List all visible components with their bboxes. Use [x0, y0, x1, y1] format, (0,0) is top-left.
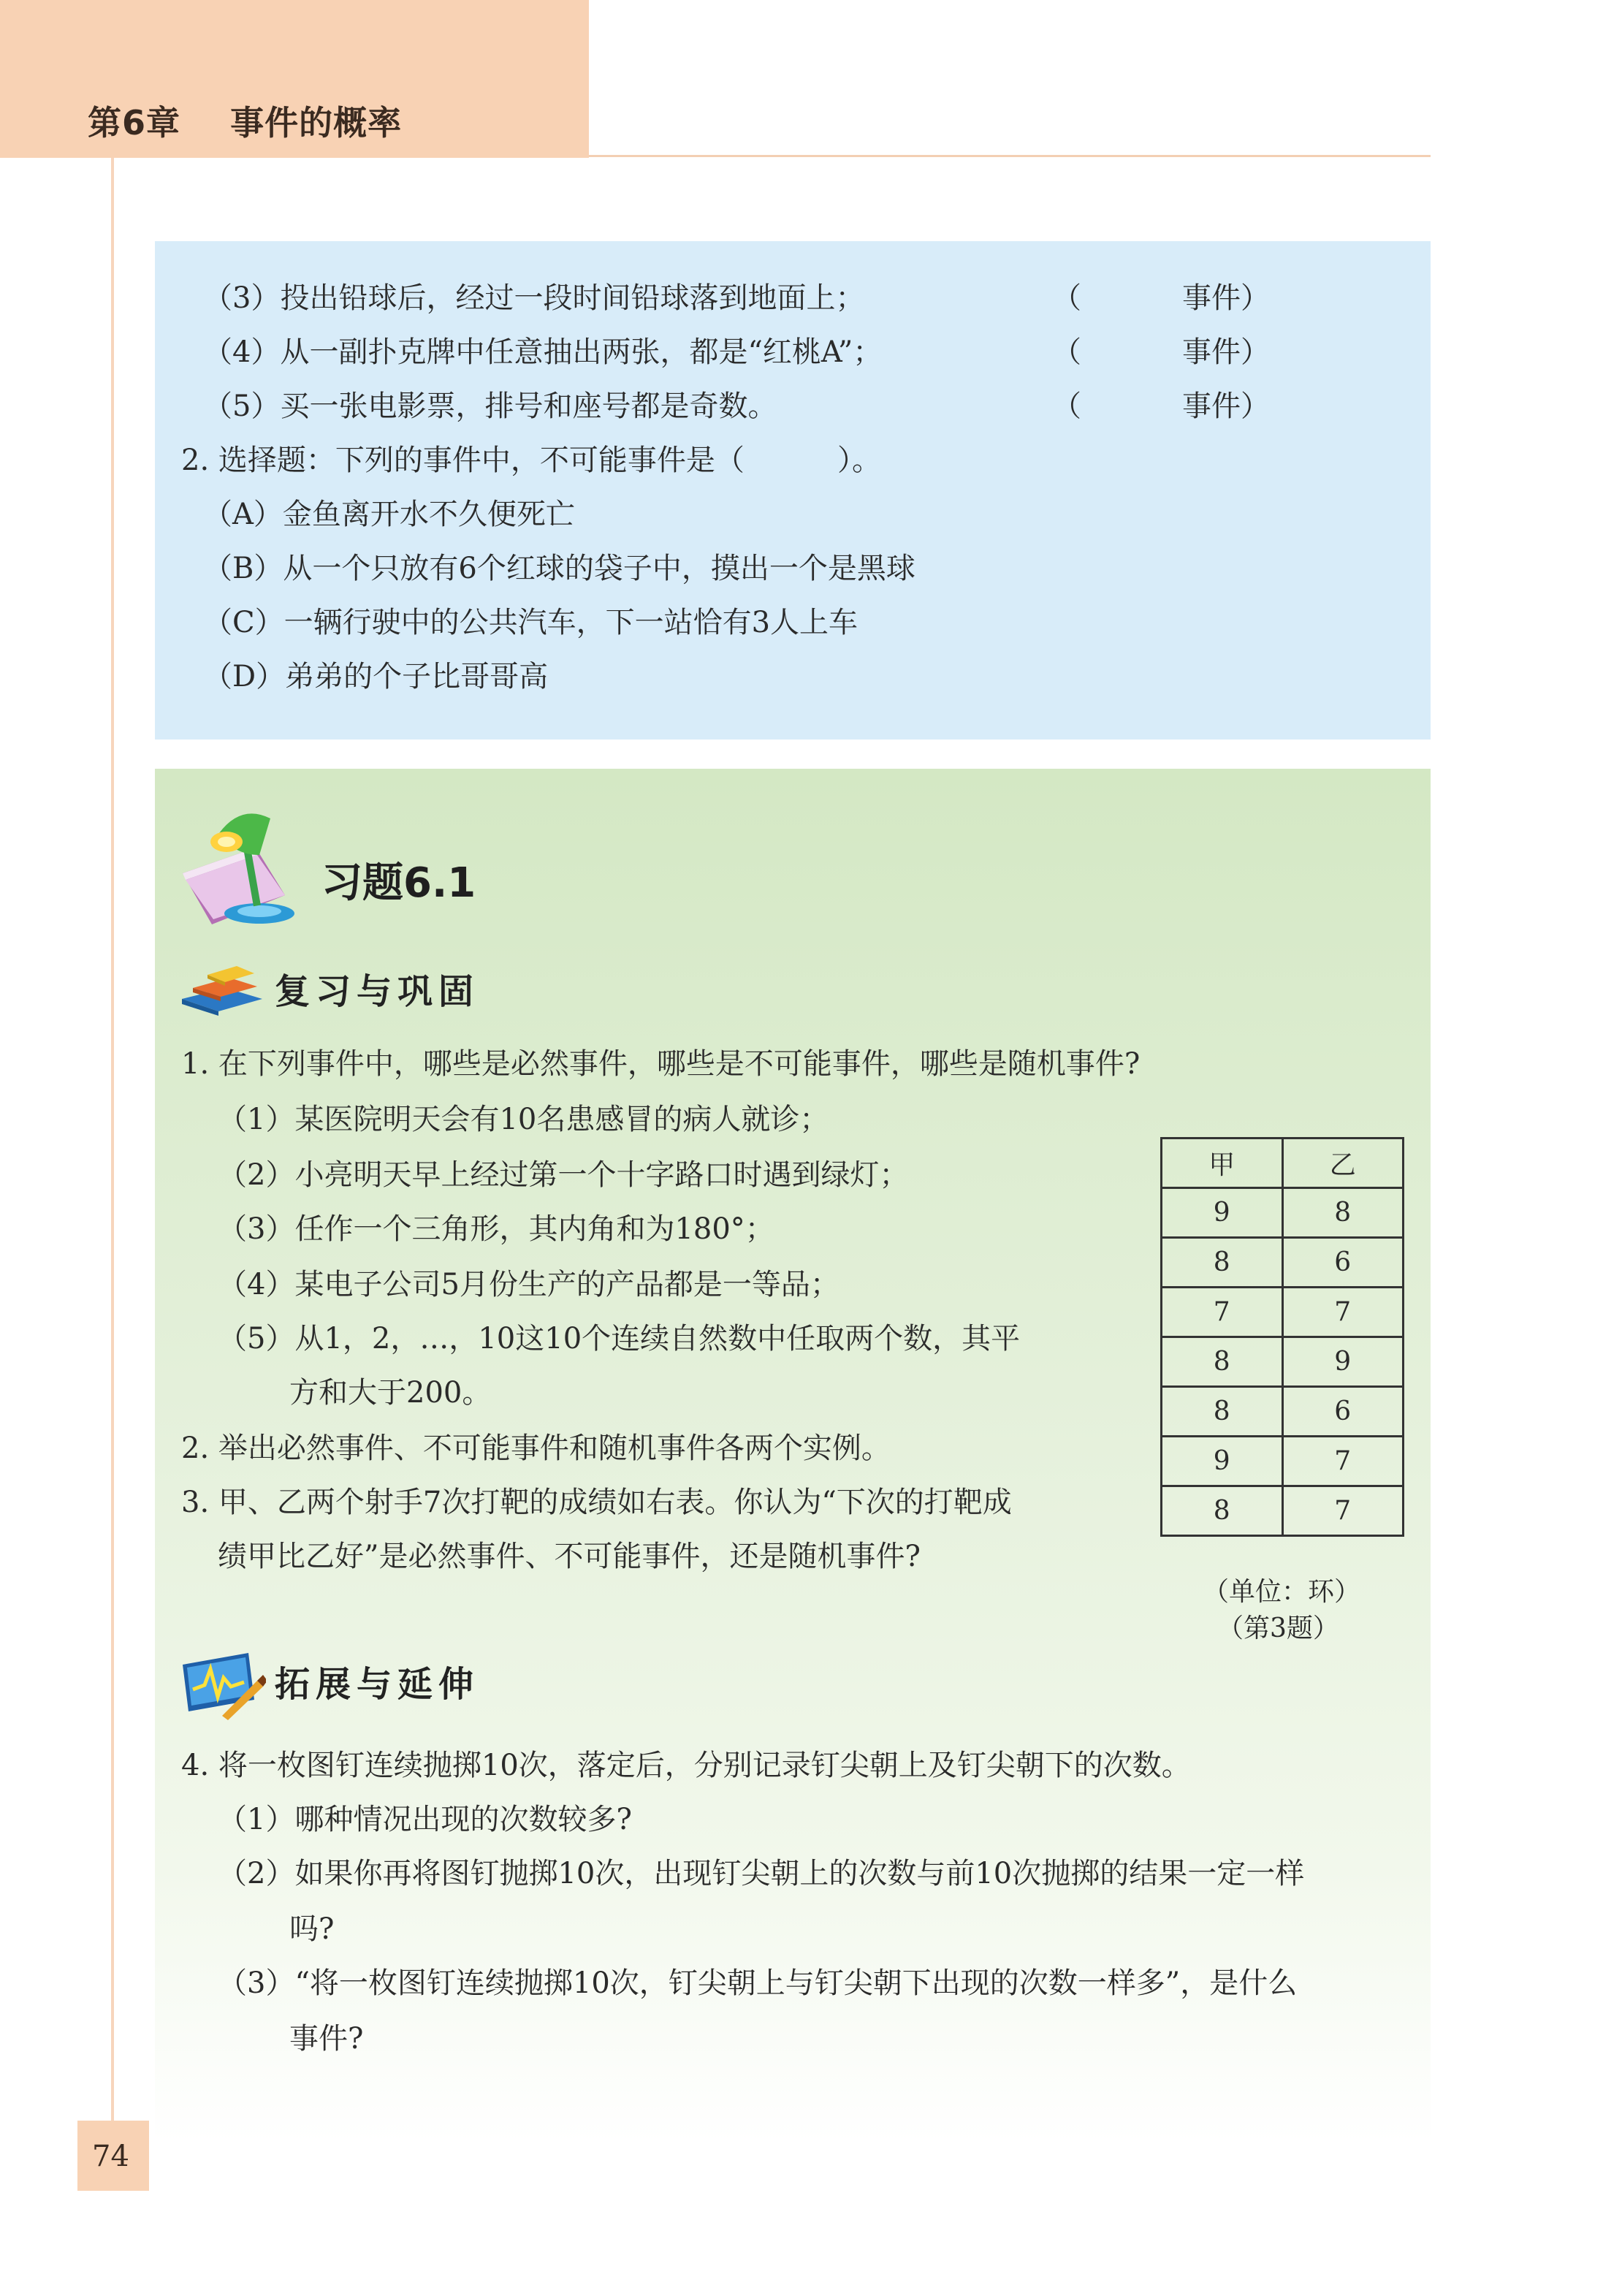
answer-paren-open: （ [1052, 281, 1081, 315]
exercise-title: 习题6.1 [321, 859, 476, 907]
answer-paren-open: （ [1052, 389, 1081, 423]
question-3-cont: 绩甲比乙好”是必然事件、不可能事件，还是随机事件? [218, 1540, 921, 1573]
table-row [1162, 1238, 1404, 1288]
table-row [1162, 1188, 1404, 1238]
table-row [1162, 1486, 1404, 1536]
table-cell: 8 [1162, 1387, 1283, 1437]
table-cell: 9 [1162, 1437, 1283, 1486]
question-3: 3. 甲、乙两个射手7次打靶的成绩如右表。你认为“下次的打靶成 [181, 1486, 1012, 1519]
score-table [1160, 1137, 1404, 1537]
table-cell: 7 [1282, 1288, 1404, 1337]
table-header-row [1162, 1139, 1404, 1188]
option-a: （A）金鱼离开水不久便死亡 [203, 498, 575, 531]
answer-paren-close: 事件） [1182, 335, 1270, 369]
q1-item-3: （3）任作一个三角形，其内角和为180°； [218, 1212, 774, 1246]
table-row [1162, 1387, 1404, 1437]
q1-item-2: （2）小亮明天早上经过第一个十字路口时遇到绿灯； [218, 1158, 909, 1192]
option-b: （B）从一个只放有6个红球的袋子中，摸出一个是黑球 [203, 552, 915, 585]
question-1: 1. 在下列事件中，哪些是必然事件，哪些是不可能事件，哪些是随机事件? [181, 1047, 1141, 1081]
table-cell: 8 [1162, 1486, 1283, 1536]
q1-item-4: （4）某电子公司5月份生产的产品都是一等品； [218, 1268, 839, 1301]
table-cell: 8 [1162, 1238, 1283, 1288]
table-row [1162, 1337, 1404, 1387]
q4-item-3-cont: 事件? [289, 2022, 364, 2056]
table-unit: （单位：环） [1203, 1577, 1361, 1607]
page-number: 74 [92, 2140, 129, 2173]
question-4: 4. 将一枚图钉连续抛掷10次，落定后，分别记录钉尖朝上及钉尖朝下的次数。 [181, 1749, 1191, 1782]
q4-item-3: （3）“将一枚图钉连续抛掷10次，钉尖朝上与钉尖朝下出现的次数一样多”，是什么 [218, 1966, 1298, 2000]
answer-paren-open: （ [1052, 335, 1081, 369]
extension-icon [178, 1649, 266, 1722]
table-cell: 9 [1282, 1337, 1404, 1387]
q4-item-1: （1）哪种情况出现的次数较多? [218, 1803, 632, 1836]
q1-item-1: （1）某医院明天会有10名患感冒的病人就诊； [218, 1103, 829, 1136]
q4-item-2: （2）如果你再将图钉抛掷10次，出现钉尖朝上的次数与前10次抛掷的结果一定一样 [218, 1857, 1305, 1890]
option-d: （D）弟弟的个子比哥哥高 [203, 660, 549, 693]
q1-item-5: （5）从1，2，…，10这10个连续自然数中任取两个数，其平 [218, 1322, 1021, 1356]
blue-item-4: （4）从一副扑克牌中任意抽出两张，都是“红桃A”； [203, 335, 883, 369]
blue-item-5: （5）买一张电影票，排号和座号都是奇数。 [203, 389, 777, 423]
q4-item-2-cont: 吗? [289, 1912, 335, 1946]
header-rule [589, 155, 1431, 157]
section-extension-heading: 拓展与延伸 [275, 1664, 480, 1705]
table-cell: 7 [1282, 1437, 1404, 1486]
question-2-choice: 2. 选择题：下列的事件中，不可能事件是（ ）。 [181, 444, 882, 477]
table-cell: 6 [1282, 1238, 1404, 1288]
table-cell: 8 [1282, 1188, 1404, 1238]
blue-item-3: （3）投出铅球后，经过一段时间铅球落到地面上； [203, 281, 865, 315]
table-cell: 6 [1282, 1387, 1404, 1437]
answer-paren-close: 事件） [1182, 281, 1270, 315]
table-cell: 8 [1162, 1337, 1283, 1387]
q1-item-5-cont: 方和大于200。 [289, 1376, 492, 1410]
table-cell: 9 [1162, 1188, 1283, 1238]
option-c: （C）一辆行驶中的公共汽车，下一站恰有3人上车 [203, 606, 858, 639]
margin-rule [111, 158, 114, 2172]
chapter-title: 第6章 事件的概率 [88, 103, 403, 142]
section-review-heading: 复习与巩固 [275, 971, 480, 1012]
table-header-yi: 乙 [1282, 1139, 1404, 1188]
lamp-book-icon [175, 804, 307, 928]
question-2: 2. 举出必然事件、不可能事件和随机事件各两个实例。 [181, 1432, 891, 1465]
table-row [1162, 1437, 1404, 1486]
table-cell: 7 [1162, 1288, 1283, 1337]
table-cell: 7 [1282, 1486, 1404, 1536]
books-icon [178, 959, 266, 1017]
table-caption: （第3题） [1217, 1613, 1339, 1643]
table-row [1162, 1288, 1404, 1337]
table-header-jia: 甲 [1162, 1139, 1283, 1188]
answer-paren-close: 事件） [1182, 389, 1270, 423]
